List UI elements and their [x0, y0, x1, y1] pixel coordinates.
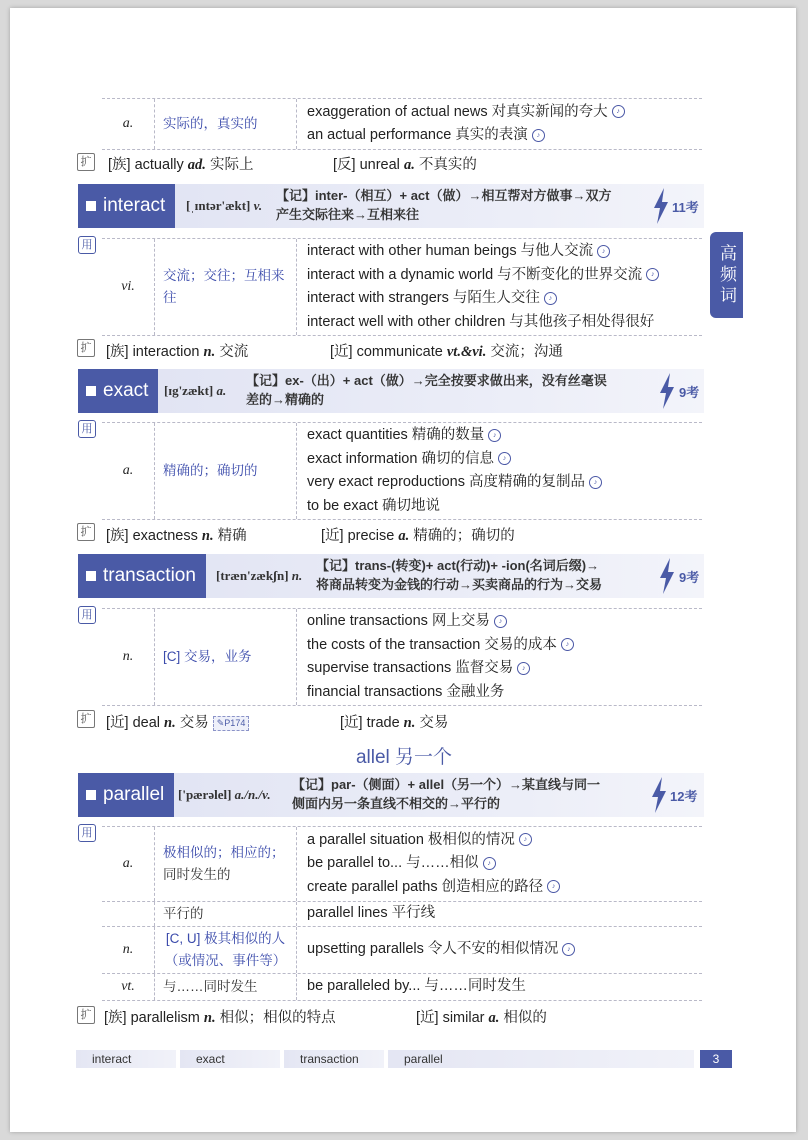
example: exact quantities 精确的数量 ♪ [307, 424, 692, 448]
ext-synonym: [近] similar a. 相似的 [416, 1010, 547, 1026]
audio-icon[interactable]: ♪ [483, 857, 496, 870]
example: supervise transactions 监督交易 ♪ [307, 657, 692, 681]
audio-icon[interactable]: ♪ [517, 662, 530, 675]
memory-tip: 【记】inter-（相互）+ act（做）→相互帮对方做事→双方 产生交际往来→互相来往 [276, 188, 612, 222]
pos-label: a. [102, 99, 155, 149]
page-reference[interactable]: ✎P174 [213, 716, 250, 731]
exam-count: 9考 [679, 569, 700, 585]
word-header-exact [78, 369, 704, 413]
example: interact with a dynamic world 与不断变化的世界交流 ♪ [307, 264, 692, 288]
transaction-definition-table [102, 608, 702, 706]
pos-label [102, 902, 155, 926]
ext-family: [族] interaction n. 交流 [106, 344, 249, 360]
usage-icon: 用 [78, 420, 96, 438]
extension-icon: 扩 [77, 339, 95, 357]
extension-icon: 扩 [77, 710, 95, 728]
meaning: [C, U] 极其相似的人 （或情况、事件等） [155, 927, 297, 973]
extension-icon: 扩 [77, 523, 95, 541]
lightning-icon [658, 373, 676, 409]
headword[interactable]: exact [78, 369, 158, 413]
example: online transactions 网上交易 ♪ [307, 610, 692, 634]
ext-synonym: [近] precise a. 精确的；确切的 [321, 528, 515, 544]
example: an actual performance 真实的表演 ♪ [307, 124, 692, 148]
ext-family: [族] actually ad. 实际上 [108, 157, 254, 173]
footer-item-transaction[interactable]: transaction [284, 1050, 384, 1068]
ext-antonym: [反] unreal a. 不真实的 [333, 157, 477, 173]
word-header-transaction [78, 554, 704, 598]
example: be parallel to... 与……相似 ♪ [307, 852, 692, 876]
example: parallel lines 平行线 [307, 905, 436, 922]
phonetic: [ˌɪntər'ækt] v. [186, 198, 263, 213]
word-header-parallel [78, 773, 704, 817]
exam-count: 12考 [670, 788, 698, 804]
audio-icon[interactable]: ♪ [597, 245, 610, 258]
example: to be exact 确切地说 [307, 497, 440, 514]
meaning: 平行的 [155, 902, 297, 926]
audio-icon[interactable]: ♪ [532, 129, 545, 142]
headword[interactable]: parallel [78, 773, 174, 817]
meaning: 极相似的；相应的； 同时发生的 [155, 827, 297, 901]
example: be paralleled by... 与……同时发生 [307, 978, 526, 995]
audio-icon[interactable]: ♪ [544, 292, 557, 305]
meaning: 与……同时发生 [155, 974, 297, 1000]
audio-icon[interactable]: ♪ [612, 105, 625, 118]
example: interact with strangers 与陌生人交往 ♪ [307, 287, 692, 311]
extension-icon: 扩 [77, 1006, 95, 1024]
exam-count: 11考 [672, 199, 699, 215]
ext-family: [族] exactness n. 精确 [106, 528, 247, 544]
word-header-interact [78, 184, 704, 228]
pos-label: a. [102, 827, 155, 901]
example: very exact reproductions 高度精确的复制品 ♪ [307, 471, 692, 495]
lightning-icon [650, 777, 668, 813]
memory-tip: 【记】par-（侧面）+ allel（另一个）→某直线与同一 侧面内另一条直线不相交的→平行的 [292, 777, 601, 811]
lightning-icon [658, 558, 676, 594]
exact-definition-table [102, 422, 702, 520]
example: a parallel situation 极相似的情况 ♪ [307, 829, 692, 853]
meaning: 实际的，真实的 [155, 99, 297, 149]
audio-icon[interactable]: ♪ [494, 615, 507, 628]
ext-synonym: [近] communicate vt.&vi. 交流；沟通 [330, 344, 563, 360]
footer-item-interact[interactable]: interact [76, 1050, 176, 1068]
headword[interactable]: transaction [78, 554, 206, 598]
high-frequency-tab[interactable] [710, 232, 743, 318]
pos-label: a. [102, 423, 155, 519]
usage-icon: 用 [78, 824, 96, 842]
extension-icon: 扩 [77, 153, 95, 171]
parallel-definition-table [102, 826, 702, 1001]
meaning: 精确的；确切的 [155, 423, 297, 519]
usage-icon: 用 [78, 236, 96, 254]
example: the costs of the transaction 交易的成本 ♪ [307, 634, 692, 658]
audio-icon[interactable]: ♪ [589, 476, 602, 489]
pos-label: n. [102, 609, 155, 705]
footer-item-exact[interactable]: exact [180, 1050, 280, 1068]
audio-icon[interactable]: ♪ [498, 452, 511, 465]
memory-tip: 【记】trans-(转变)+ act(行动)+ -ion(名词后缀)→ 将商品转变为金钱的行动→买卖商品的行为→交易 [316, 558, 603, 592]
pos-label: vi. [102, 239, 155, 335]
side-tab-label: 高频词 [717, 243, 736, 307]
usage-icon: 用 [78, 606, 96, 624]
footer-index [68, 1050, 768, 1070]
exam-count: 9考 [679, 384, 700, 400]
example: upsetting parallels 令人不安的相似情况 ♪ [307, 938, 692, 962]
audio-icon[interactable]: ♪ [562, 943, 575, 956]
example: interact with other human beings 与他人交流 ♪ [307, 240, 692, 264]
memory-tip: 【记】ex-（出）+ act（做）→完全按要求做出来，没有丝毫误 差的→精确的 [246, 373, 607, 407]
page-number: 3 [700, 1050, 732, 1068]
meaning: 交流；交往；互相来往 [155, 239, 297, 335]
phonetic: ['pærəlel] a./n./v. [178, 787, 271, 802]
lightning-icon [652, 188, 670, 224]
pos-label: n. [102, 927, 155, 973]
audio-icon[interactable]: ♪ [646, 268, 659, 281]
footer-item-parallel[interactable]: parallel [388, 1050, 694, 1068]
example: exact information 确切的信息 ♪ [307, 448, 692, 472]
phonetic: [træn'zækʃn] n. [216, 568, 303, 583]
ext-synonym: [近] trade n. 交易 [340, 715, 449, 731]
phonetic: [ɪg'zækt] a. [164, 383, 227, 398]
ext-family: [族] parallelism n. 相似；相似的特点 [104, 1010, 336, 1026]
example: create parallel paths 创造相应的路径 ♪ [307, 876, 692, 900]
ext-synonym: [近] deal n. 交易 ✎P174 [106, 711, 249, 732]
example: interact well with other children 与其他孩子相处得很好 [307, 313, 655, 330]
meaning: [C] 交易，业务 [155, 609, 297, 705]
root-section-title: allel 另一个 [355, 747, 453, 768]
audio-icon[interactable]: ♪ [519, 833, 532, 846]
actual-definition-table [102, 98, 702, 150]
audio-icon[interactable]: ♪ [488, 429, 501, 442]
interact-definition-table [102, 238, 702, 336]
audio-icon[interactable]: ♪ [561, 638, 574, 651]
audio-icon[interactable]: ♪ [547, 880, 560, 893]
pos-label: vt. [102, 974, 155, 1000]
headword[interactable]: interact [78, 184, 175, 228]
example: financial transactions 金融业务 [307, 683, 505, 700]
example: exaggeration of actual news 对真实新闻的夸大 ♪ [307, 101, 692, 125]
